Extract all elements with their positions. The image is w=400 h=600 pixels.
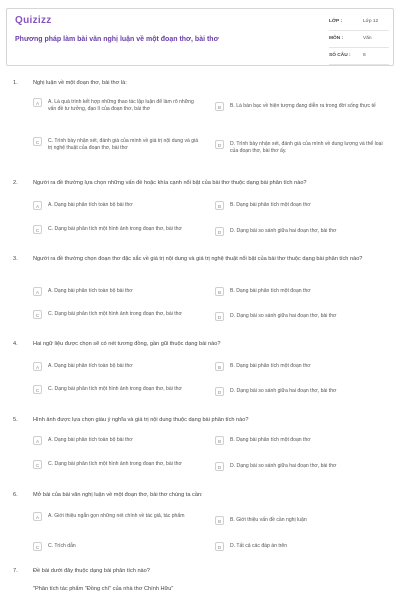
option-letter: D [215,542,224,551]
option-text: C. Dạng bài phân tích một hình ảnh trong đoạn thơ, bài thơ [48,311,182,317]
option-text: B. Dạng bài phân tích một đoạn thơ [230,288,311,294]
worksheet-title: Phương pháp làm bài văn nghị luận về một đoạn thơ, bài thơ [15,36,219,43]
option-text: A. Dạng bài phân tích toàn bộ bài thơ [48,202,133,208]
option-text: A. Dạng bài phân tích toàn bộ bài thơ [48,363,133,369]
meta-value: Lớp 12 [363,19,379,24]
question-number: 4. [13,341,18,347]
option-letter: C [33,310,42,319]
option-text: D. Dạng bài so sánh giữa hai đoạn thơ, bài thơ [230,463,337,469]
option-letter: A [33,362,42,371]
option-text: C. Dạng bài phân tích một hình ảnh trong đoạn thơ, bài thơ [48,461,182,467]
option-text: D. Dạng bài so sánh giữa hai đoạn thơ, bài thơ [230,228,337,234]
option-text: C. Dạng bài phân tích một hình ảnh trong đoạn thơ, bài thơ [48,226,182,232]
option-letter: C [33,225,42,234]
option-letter: D [215,227,224,236]
question-number: 5. [13,417,18,423]
question-text: Nghị luận về một đoạn thơ, bài thơ là: [33,80,127,86]
option-letter: B [215,287,224,296]
option-letter: B [215,102,224,111]
meta-key: SỐ CÂU : [329,53,351,58]
option-letter: D [215,312,224,321]
option-letter: A [33,512,42,521]
option-text: B. Là bàn bạc về hiện tượng đang diễn ra trong đời sống thực tế [230,103,376,109]
option-letter: B [215,516,224,525]
option-text: B. Dạng bài phân tích một đoạn thơ [230,202,311,208]
option-letter: B [215,201,224,210]
option-letter: B [215,436,224,445]
option-text: A. Dạng bài phân tích toàn bộ bài thơ [48,288,133,294]
option-letter: C [33,385,42,394]
option-letter: D [215,140,224,149]
option-letter: D [215,462,224,471]
question-number: 2. [13,180,18,186]
meta-value: Văn [363,36,372,41]
option-letter: C [33,137,42,146]
option-text: D. Dạng bài so sánh giữa hai đoạn thơ, bài thơ [230,388,337,394]
question-number: 7. [13,568,18,574]
meta-row-count [329,48,389,65]
option-letter: D [215,387,224,396]
option-letter: A [33,98,42,107]
question-text: Đề bài dưới đây thuộc dạng bài phân tích nào? [33,568,150,574]
option-text: A. Giới thiệu ngắn gọn những nét chính về tác giả, tác phẩm [48,513,185,519]
option-letter: C [33,460,42,469]
meta-value: 8 [363,53,366,58]
option-text: D. Tất cả các đáp án trên [230,543,288,549]
question-number: 6. [13,492,18,498]
question-text: Người ra đề thường lựa chọn những vấn đề hoặc khía cạnh nổi bật của bài thơ thuộc dạng bài phân tích nào? [33,180,307,186]
meta-row-grade [329,14,389,31]
option-text: A. Là quá trình kết hợp những thao tác lập luận để làm rõ những vấn đề tư tưởng, đạo lí của đoạn thơ, bài thơ [48,99,194,113]
option-text: C. Trích dẫn [48,543,76,549]
option-text: B. Giới thiệu vấn đề cần nghị luận [230,517,307,523]
meta-key: LỚP : [329,19,343,24]
worksheet-meta [329,14,389,65]
option-letter: B [215,362,224,371]
option-letter: A [33,436,42,445]
option-letter: A [33,201,42,210]
option-text: C. Trình bày nhận xét, đánh giá của mình về giá trị nội dung và giá trị nghệ thuật của đoạn thơ, bài thơ [48,138,199,152]
question-number: 3. [13,256,18,262]
option-letter: C [33,542,42,551]
question-text: Hình ảnh được lựa chọn giàu ý nghĩa và giá trị nội dung thuộc dạng bài phân tích nào? [33,417,249,423]
option-text: B. Dạng bài phân tích một đoạn thơ [230,363,311,369]
quizizz-logo: Quizizz [15,15,52,26]
option-text: D. Trình bày nhận xét, đánh giá của mình về dung lượng và thể loại của đoạn thơ, bài thơ ấy. [230,141,383,155]
option-text: D. Dạng bài so sánh giữa hai đoạn thơ, bài thơ [230,313,337,319]
option-text: B. Dạng bài phân tích một đoạn thơ [230,437,311,443]
worksheet-header [6,8,394,66]
question-quote: "Phân tích tác phẩm "Đồng chí" của nhà thơ Chính Hữu" [33,586,174,592]
option-text: A. Dạng bài phân tích toàn bộ bài thơ [48,437,133,443]
meta-row-subject [329,31,389,48]
question-text: Người ra đề thường chọn đoạn thơ đặc sắc về giá trị nội dung và giá trị nghệ thuật nổi bật của bài thơ thuộc dạng bài phân tích nào? [33,256,363,262]
question-text: Hai ngữ liệu được chọn sẽ có nét tương đồng, gần gũi thuộc dạng bài nào? [33,341,221,347]
question-text: Mở bài của bài văn nghị luận về một đoạn thơ, bài thơ chúng ta cần: [33,492,203,498]
option-text: C. Dạng bài phân tích một hình ảnh trong đoạn thơ, bài thơ [48,386,182,392]
meta-key: MÔN : [329,36,344,41]
question-number: 1. [13,80,18,86]
option-letter: A [33,287,42,296]
